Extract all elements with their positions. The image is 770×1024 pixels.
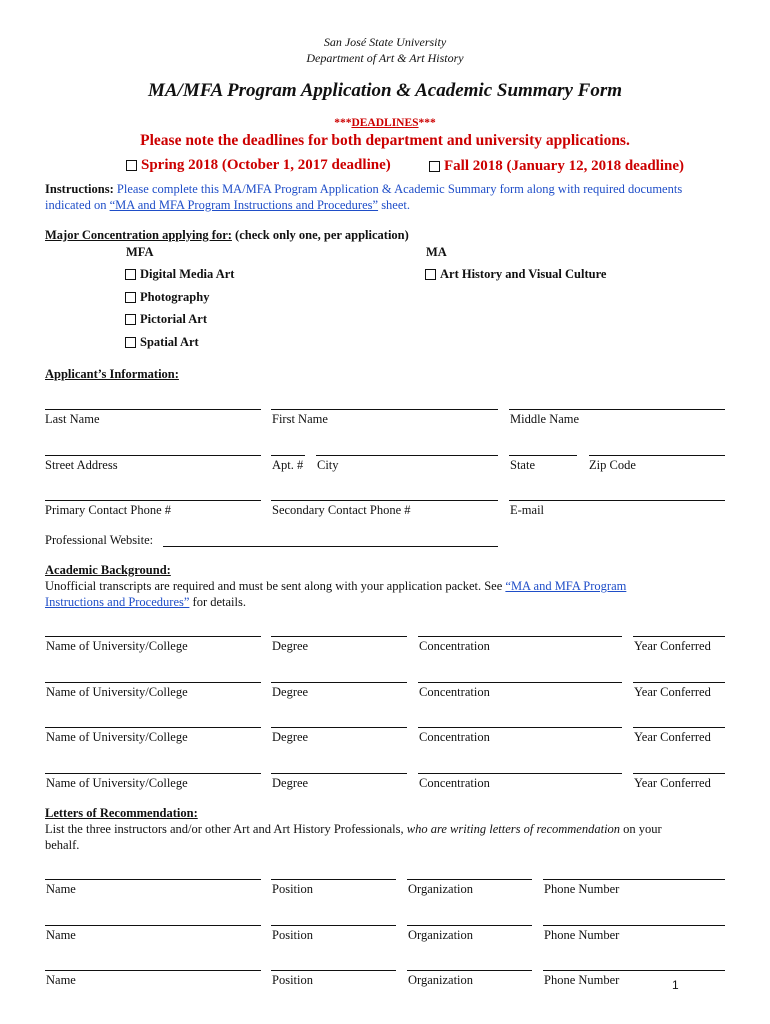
city-field[interactable]	[316, 455, 498, 456]
letter-row-1-field-2[interactable]	[271, 879, 396, 880]
academic-row-3-label-4: Year Conferred	[634, 730, 711, 744]
academic-link-1[interactable]: “MA and MFA Program	[505, 579, 627, 593]
state-label: State	[510, 458, 535, 472]
last-name-field[interactable]	[45, 409, 261, 410]
major-heading	[45, 228, 409, 243]
option-photography[interactable]	[125, 290, 209, 305]
first-name-field[interactable]	[271, 409, 498, 410]
letter-row-3-field-3[interactable]	[407, 970, 532, 971]
apt-field[interactable]	[271, 455, 305, 456]
middle-name-field[interactable]	[509, 409, 725, 410]
mfa-heading: MFA	[126, 245, 154, 259]
option-label: Pictorial Art	[140, 312, 207, 326]
academic-row-3-field-4[interactable]	[633, 727, 725, 728]
academic-row-3-label-1: Name of University/College	[46, 730, 188, 744]
instructions-label: Instructions:	[45, 182, 114, 196]
spring-checkbox[interactable]	[126, 160, 137, 171]
first-name-label: First Name	[272, 412, 328, 426]
apt-label: Apt. #	[272, 458, 304, 472]
academic-row-3-field-2[interactable]	[271, 727, 407, 728]
zip-label: Zip Code	[589, 458, 636, 472]
department-name: Department of Art & Art History	[306, 51, 464, 65]
zip-field[interactable]	[589, 455, 725, 456]
deadlines-label: DEADLINES	[351, 117, 419, 129]
academic-text-line-1	[45, 579, 626, 594]
letters-text-line-2: behalf.	[45, 838, 80, 852]
website-label: Professional Website:	[45, 533, 154, 547]
checkbox[interactable]	[125, 314, 136, 325]
academic-row-1-field-4[interactable]	[633, 636, 725, 637]
letter-row-2-field-3[interactable]	[407, 925, 532, 926]
letters-text-line-1	[45, 822, 662, 837]
academic-row-4-field-1[interactable]	[45, 773, 261, 774]
option-digital-media-art[interactable]	[125, 267, 234, 282]
instructions-line-1	[45, 182, 682, 197]
option-art-history[interactable]	[425, 267, 606, 282]
instructions-text-2a: indicated on	[45, 198, 110, 212]
academic-row-1-label-3: Concentration	[419, 639, 490, 653]
letter-row-3-label-1: Name	[46, 973, 76, 987]
page-number: 1	[672, 978, 679, 992]
academic-text-1: Unofficial transcripts are required and must be sent along with your application packet. See	[45, 579, 506, 593]
letter-row-2-field-2[interactable]	[271, 925, 396, 926]
website-field[interactable]	[163, 546, 498, 547]
spring-term-label: Spring 2018 (October 1, 2017 deadline)	[141, 157, 391, 173]
deadlines-prefix: ***	[334, 117, 352, 129]
academic-row-3-label-3: Concentration	[419, 730, 490, 744]
deadlines-suffix: ***	[418, 117, 436, 129]
secondary-phone-field[interactable]	[271, 500, 498, 501]
primary-phone-label: Primary Contact Phone #	[45, 503, 172, 517]
option-label: Art History and Visual Culture	[440, 267, 607, 281]
letter-row-2-label-1: Name	[46, 928, 76, 942]
instructions-line-2	[45, 198, 410, 213]
option-label: Digital Media Art	[140, 267, 235, 281]
letter-row-3-field-1[interactable]	[45, 970, 261, 971]
letter-row-1-label-2: Position	[272, 882, 313, 896]
academic-row-1-label-1: Name of University/College	[46, 639, 188, 653]
academic-row-2-label-1: Name of University/College	[46, 685, 188, 699]
letter-row-2-label-4: Phone Number	[544, 928, 620, 942]
last-name-label: Last Name	[45, 412, 100, 426]
checkbox[interactable]	[125, 292, 136, 303]
academic-row-2-label-4: Year Conferred	[634, 685, 711, 699]
email-field[interactable]	[509, 500, 725, 501]
instructions-text-2b: sheet.	[378, 198, 410, 212]
academic-row-1-label-4: Year Conferred	[634, 639, 711, 653]
academic-row-1-field-2[interactable]	[271, 636, 407, 637]
letter-row-2-label-3: Organization	[408, 928, 474, 942]
academic-text-line-2	[45, 595, 246, 610]
letters-text-italic: who are writing letters of recommendation	[406, 822, 621, 836]
instructions-text-1: Please complete this MA/MFA Program Application & Academic Summary form along with required documents	[113, 182, 683, 196]
academic-row-3-field-1[interactable]	[45, 727, 261, 728]
academic-row-1-label-2: Degree	[272, 639, 309, 653]
fall-term-label: Fall 2018 (January 12, 2018 deadline)	[444, 158, 685, 174]
street-label: Street Address	[45, 458, 118, 472]
letters-text-end: on your	[620, 822, 662, 836]
academic-row-4-label-1: Name of University/College	[46, 776, 188, 790]
primary-phone-field[interactable]	[45, 500, 261, 501]
option-spatial-art[interactable]	[125, 335, 199, 350]
secondary-phone-label: Secondary Contact Phone #	[272, 503, 411, 517]
academic-row-3-field-3[interactable]	[418, 727, 622, 728]
academic-text-2: for details.	[189, 595, 246, 609]
academic-heading: Academic Background:	[45, 563, 171, 577]
option-pictorial-art[interactable]	[125, 312, 207, 327]
letters-heading: Letters of Recommendation:	[45, 806, 198, 820]
academic-row-2-label-3: Concentration	[419, 685, 490, 699]
major-hint: (check only one, per application)	[231, 228, 409, 242]
letter-row-1-field-4[interactable]	[543, 879, 725, 880]
deadlines-note: Please note the deadlines for both department and university applications.	[140, 132, 630, 149]
academic-row-4-field-2[interactable]	[271, 773, 407, 774]
letter-row-3-label-4: Phone Number	[544, 973, 620, 987]
instructions-link[interactable]: “MA and MFA Program Instructions and Procedures”	[109, 198, 379, 212]
letter-row-2-label-2: Position	[272, 928, 313, 942]
checkbox[interactable]	[425, 269, 436, 280]
fall-term-option[interactable]	[429, 158, 684, 175]
letter-row-3-field-4[interactable]	[543, 970, 725, 971]
middle-name-label: Middle Name	[510, 412, 580, 426]
letter-row-3-label-3: Organization	[408, 973, 474, 987]
academic-row-4-label-2: Degree	[272, 776, 309, 790]
option-label: Spatial Art	[140, 335, 199, 349]
form-title: MA/MFA Program Application & Academic Summary Form	[147, 80, 623, 101]
academic-row-4-field-4[interactable]	[633, 773, 725, 774]
spring-term-option[interactable]	[126, 157, 391, 174]
letter-row-1-field-3[interactable]	[407, 879, 532, 880]
academic-row-4-field-3[interactable]	[418, 773, 622, 774]
applicant-heading: Applicant’s Information:	[45, 367, 179, 381]
letter-row-1-label-3: Organization	[408, 882, 474, 896]
letter-row-1-label-1: Name	[46, 882, 76, 896]
option-label: Photography	[140, 290, 210, 304]
street-field[interactable]	[45, 455, 261, 456]
letter-row-2-field-4[interactable]	[543, 925, 725, 926]
academic-row-2-field-4[interactable]	[633, 682, 725, 683]
email-label: E-mail	[510, 503, 545, 517]
letter-row-1-label-4: Phone Number	[544, 882, 620, 896]
deadlines-heading	[0, 117, 770, 129]
ma-heading: MA	[426, 245, 447, 259]
academic-row-1-field-3[interactable]	[418, 636, 622, 637]
state-field[interactable]	[509, 455, 577, 456]
major-label: Major Concentration applying for:	[45, 228, 232, 242]
academic-row-2-field-1[interactable]	[45, 682, 261, 683]
academic-link-2[interactable]: Instructions and Procedures”	[45, 595, 190, 609]
letter-row-3-field-2[interactable]	[271, 970, 396, 971]
academic-row-4-label-4: Year Conferred	[634, 776, 711, 790]
city-label: City	[317, 458, 339, 472]
academic-row-4-label-3: Concentration	[419, 776, 490, 790]
academic-row-2-field-3[interactable]	[418, 682, 622, 683]
checkbox[interactable]	[125, 269, 136, 280]
letter-row-1-field-1[interactable]	[45, 879, 261, 880]
fall-checkbox[interactable]	[429, 161, 440, 172]
academic-row-2-label-2: Degree	[272, 685, 309, 699]
university-name: San José State University	[323, 35, 447, 49]
checkbox[interactable]	[125, 337, 136, 348]
letter-row-3-label-2: Position	[272, 973, 313, 987]
academic-row-1-field-1[interactable]	[45, 636, 261, 637]
letter-row-2-field-1[interactable]	[45, 925, 261, 926]
academic-row-3-label-2: Degree	[272, 730, 309, 744]
academic-row-2-field-2[interactable]	[271, 682, 407, 683]
letters-text-1: List the three instructors and/or other Art and Art History Professionals,	[45, 822, 407, 836]
